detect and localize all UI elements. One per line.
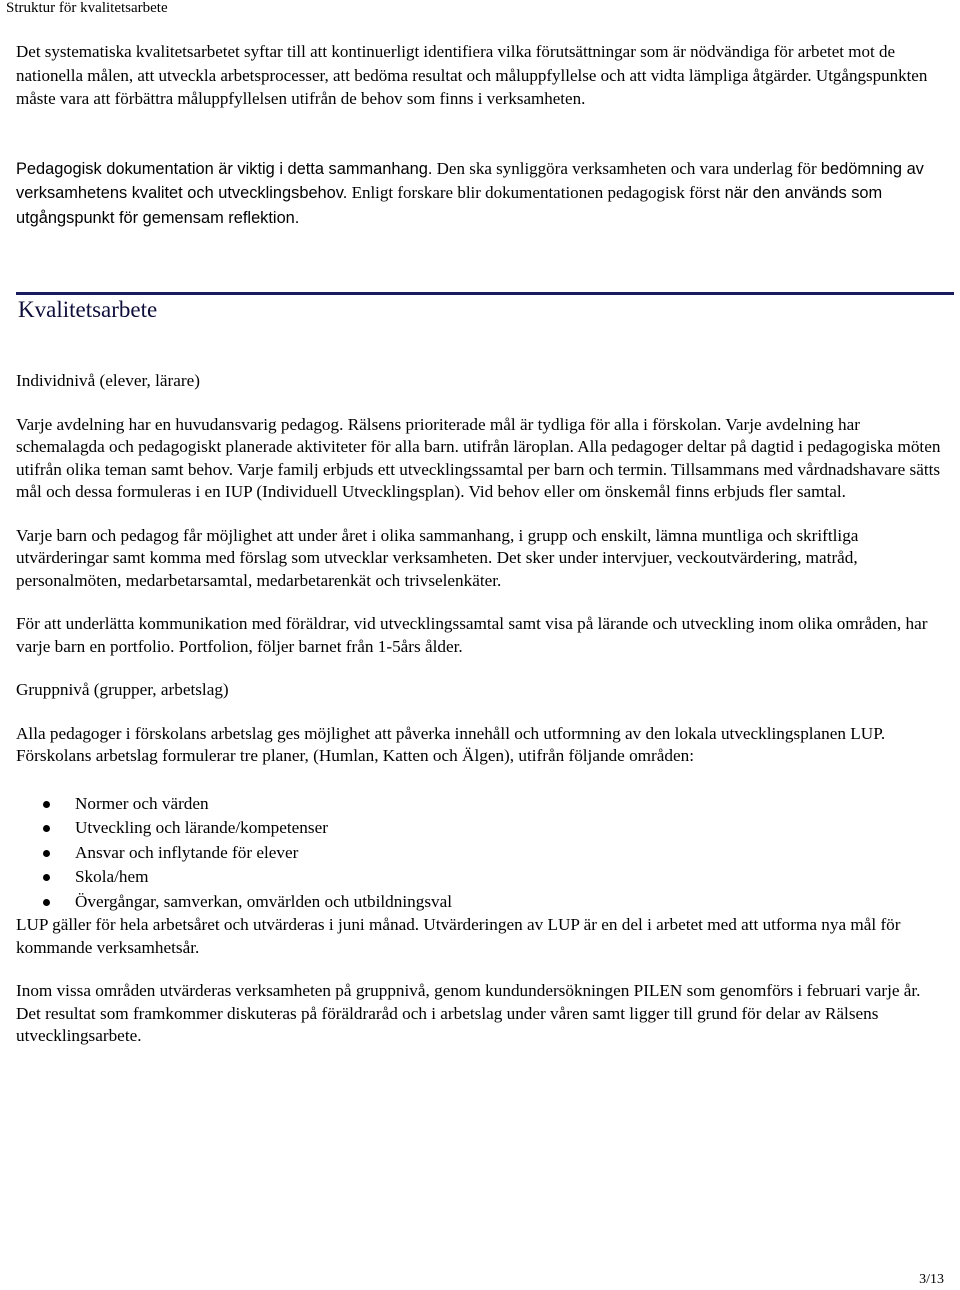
focus-areas-list: [16, 792, 946, 915]
intro-paragraph-2: [16, 157, 936, 231]
intro-paragraph-2-sans-1: Pedagogisk dokumentation är viktig i detta sammanhang.: [16, 159, 433, 178]
grupp-paragraph-3: Inom vissa områden utvärderas verksamheten på gruppnivå, genom kundundersökningen PILEN som genomförs i februari varje år. Det resultat som framkommer diskuteras på föräldraråd och i arbetslag under våren samt ligger till grund för delar av Rälsens utvecklingsarbete.: [16, 981, 921, 1046]
list-item: [16, 841, 946, 866]
individ-paragraph-3: För att underlätta kommunikation med föräldrar, vid utvecklingssamtal samt visa på lärande och utveckling inom olika områden, har varje barn en portfolio. Portfolion, följer barnet från 1-5års ålder.: [16, 614, 928, 656]
bullet-icon: [43, 850, 50, 857]
page-number: 3/13: [919, 1272, 944, 1287]
grupp-paragraph-1: Alla pedagoger i förskolans arbetslag ges möjlighet att påverka innehåll och utformning av den lokala utvecklingsplanen LUP. Förskolans arbetslag formulerar tre planer, (Humlan, Katten och Älgen), utifrån följande områden:: [16, 723, 886, 765]
intro-paragraph-2-serif-1: Den ska synliggöra verksamheten och vara underlag för: [432, 158, 821, 178]
list-item-label: Utveckling och lärande/kompetenser: [75, 818, 328, 838]
intro-section: [16, 40, 936, 230]
bullet-icon: [43, 801, 50, 808]
section-heading: Kvalitetsarbete: [18, 297, 158, 322]
intro-paragraph-2-sans-3: när den används som utgångspunkt för gemensam reflektion.: [16, 184, 883, 227]
list-item-label: Övergångar, samverkan, omvärlden och utbildningsval: [75, 891, 453, 911]
list-item-label: Normer och värden: [75, 793, 209, 813]
list-item: [16, 890, 946, 915]
list-item: [16, 792, 946, 817]
list-item-label: Skola/hem: [75, 867, 149, 887]
individ-heading: Individnivå (elever, lärare): [16, 371, 200, 390]
bullet-icon: [43, 874, 50, 881]
intro-paragraph-2-sans-2: bedömning av verksamhetens kvalitet och utvecklingsbehov.: [16, 159, 924, 202]
list-item: [16, 865, 946, 890]
individ-paragraph-2: Varje barn och pedagog får möjlighet att under året i olika sammanhang, i grupp och enskilt, lämna muntliga och skriftliga utvärderingar samt komma med förslag som utvecklar verksamheten. Det sker under intervjuer, veckoutvärdering, matråd, personalmöten, medarbetarsamtal, medarbetarenkät och trivselenkäter.: [16, 525, 859, 590]
bullet-icon: [43, 899, 50, 906]
grupp-paragraph-2: LUP gäller för hela arbetsåret och utvärderas i juni månad. Utvärderingen av LUP är en del i arbetet med att utforma nya mål för kommande verksamhetsår.: [16, 915, 901, 957]
intro-paragraph-2-serif-2: Enligt forskare blir dokumentationen pedagogisk först: [347, 183, 725, 202]
grupp-heading: Gruppnivå (grupper, arbetslag): [16, 680, 229, 699]
document-header-title: Struktur för kvalitetsarbete: [6, 0, 168, 16]
bullet-icon: [43, 825, 50, 832]
body-content: [16, 370, 946, 1048]
intro-paragraph-1: Det systematiska kvalitetsarbetet syftar till att kontinuerligt identifiera vilka förutsättningar som är nödvändiga för arbetet mot de nationella målen, att utveckla arbetsprocesser, att bedöma resultat och måluppfyllelse och att vidta lämpliga åtgärder. Utgångspunkten måste vara att förbättra måluppfyllelsen utifrån de behov som finns i verksamheten.: [16, 42, 928, 108]
list-item-label: Ansvar och inflytande för elever: [75, 842, 299, 862]
individ-paragraph-1: Varje avdelning har en huvudansvarig pedagog. Rälsens prioriterade mål är tydliga för alla i förskolan. Varje avdelning har schemalagda och pedagogiskt planerade aktiviteter för alla barn. utifrån läroplan. Alla pedagoger deltar på dagtid i pedagogiska möten utifrån olika teman samt behov. Varje familj erbjuds ett utvecklingssamtal per barn och termin. Tillsammans med vårdnadshavare sätts mål och dessa formuleras i en IUP (Individuell Utvecklingsplan). Vid behov eller om önskemål finns erbjuds fler samtal.: [16, 414, 941, 501]
section-divider: [16, 292, 954, 295]
list-item: [16, 816, 946, 841]
